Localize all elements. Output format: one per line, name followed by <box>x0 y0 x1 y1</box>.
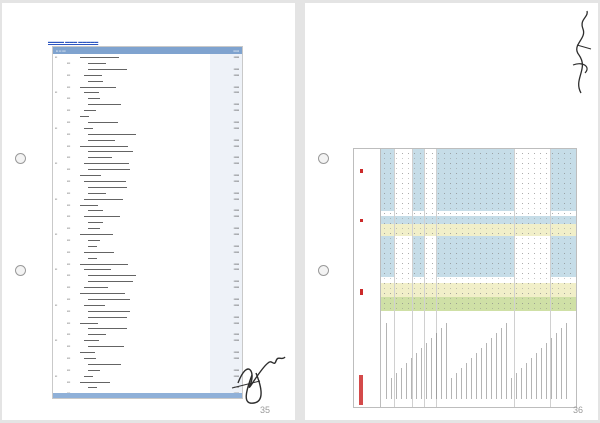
table-row: ▪▪▪ ▬▬▬▬▬▬▬▬▬▬▬▬ ▪▪▪▪▪ <box>67 84 239 89</box>
table-row: ▪▪▪ ▬▬▬▬▬▬▬▬▬▬ <box>67 379 110 384</box>
list-entry <box>491 338 492 399</box>
table-row: ▬▬▬▬▬▬▬▬▬▬▬▬▬ <box>88 326 127 331</box>
table-row: ▪▪▪ ▬▬▬▬▬▬▬▬▬▬▬▬▬▬ ▪▪▪▪▪ <box>67 178 239 183</box>
table-row: ▬▬▬ <box>88 255 97 260</box>
value-row <box>384 193 572 194</box>
list-entry <box>506 323 507 399</box>
table-row: ▬▬▬▬▬ <box>88 220 103 225</box>
value-row <box>384 283 572 284</box>
value-row <box>384 268 572 269</box>
value-row <box>384 273 572 274</box>
list-entry <box>541 348 542 399</box>
value-row <box>384 178 572 179</box>
table-row: ▪▪ ▬▬▬ ▪▪▪▪▪ <box>55 125 239 130</box>
list-entry <box>466 363 467 399</box>
table-row: ▪▪ ▬▬▬▬▬ ▪▪▪▪▪ <box>55 338 239 343</box>
table-row: ▪▪▪ ▬▬▬▬▬▬▬▬▬▬▬▬ ▪▪▪▪▪ <box>67 214 239 219</box>
table-row: ▬▬▬▬▬▬▬▬▬▬▬▬▬▬▬ <box>88 149 133 154</box>
table-row: ▬▬▬▬▬▬▬▬▬▬▬ ▪▪▪▪▪ <box>88 102 239 107</box>
value-row <box>384 293 572 294</box>
list-entry <box>461 368 462 399</box>
list-entry <box>481 348 482 399</box>
table-row: ▪▪▪ ▬▬▬▬▬▬ ▪▪▪▪▪ <box>67 320 239 325</box>
list-entry <box>426 343 427 399</box>
value-row <box>384 298 572 299</box>
table-row: ▪▪▪ ▬▬▬▬▬▬ ▪▪▪▪▪ <box>67 190 239 195</box>
value-row <box>384 183 572 184</box>
table-row: ▪▪▪ ▬▬▬▬ ▪▪▪▪▪ <box>67 108 239 113</box>
list-entry <box>501 328 502 399</box>
list-entry <box>391 378 392 399</box>
table-row: ▬▬▬▬▬▬▬▬▬▬▬▬▬ ▪▪▪▪▪ <box>88 314 239 319</box>
table-row: ▪▪▪ ▬▬▬▬▬▬▬▬▬▬▬▬▬▬▬▬ ▪▪▪▪▪ <box>67 261 239 266</box>
list-entry <box>421 348 422 399</box>
list-entry <box>566 323 567 399</box>
table-row: ▪▪▪ ▬▬▬▬▬▬ ▪▪▪▪▪ <box>67 72 239 77</box>
table-row: ▬▬▬▬▬▬▬ ▪▪▪▪▪ <box>80 173 239 177</box>
list-entry <box>451 378 452 399</box>
list-entry <box>436 333 437 399</box>
list-entry <box>441 328 442 399</box>
page-number: 35 <box>260 405 271 415</box>
table-row: ▬▬▬▬▬ ▪▪▪▪▪ <box>88 208 239 213</box>
value-row <box>384 223 572 224</box>
value-row <box>384 228 572 229</box>
table-row: ▬▬▬▬▬▬▬▬▬▬▬▬▬ ▪▪▪▪▪ <box>88 66 239 71</box>
value-row <box>384 278 572 279</box>
list-entry <box>561 328 562 399</box>
list-entry <box>496 333 497 399</box>
table-row: ▪▪▪ ▬▬▬▬▬▬▬▬ ▪▪▪▪▪ <box>67 155 239 160</box>
list-entry <box>521 368 522 399</box>
value-row <box>384 308 572 309</box>
punch-hole <box>15 153 26 164</box>
table-row: ▪▪▪ ▬▬▬▬ ▪▪▪▪▪ <box>67 367 239 372</box>
table-row: ▬▬▬▬▬▬▬▬▬▬▬▬▬▬▬ <box>80 291 125 295</box>
table-row: ▬▬▬▬▬▬▬▬▬▬▬▬▬▬▬ ▪▪▪▪▪ <box>88 279 239 284</box>
table-row: ▪▪ ▬▬▬ ▪▪▪▪▪ <box>55 373 239 378</box>
table-row: ▪▪▪ ▬▬▬▬▬▬▬▬▬▬▬▬▬▬ <box>67 308 130 313</box>
table-row: ▪▪ ▬▬▬▬▬▬▬ ▪▪▪▪▪ <box>55 302 239 307</box>
list-entry <box>396 373 397 399</box>
table-row: ▪▪▪ ▬▬▬▬▬▬▬▬▬▬▬▬▬▬▬▬ <box>67 131 136 136</box>
list-entry <box>516 373 517 399</box>
value-row <box>384 263 572 264</box>
value-row <box>384 218 572 219</box>
signature <box>230 343 290 413</box>
list-entry <box>431 338 432 399</box>
list-entry <box>411 358 412 399</box>
list-entry <box>446 323 447 399</box>
table-row: ▬▬▬▬▬▬▬▬▬▬▬ <box>88 361 121 366</box>
list-entry <box>526 363 527 399</box>
band-list <box>354 313 576 407</box>
table-row: ▬▬▬ ▪▪▪▪▪ <box>88 243 239 248</box>
value-row <box>384 258 572 259</box>
signature-initials <box>567 9 597 99</box>
list-entry <box>476 353 477 399</box>
table-row: ▬▬▬ ▪▪▪▪▪ <box>88 385 239 390</box>
value-row <box>384 173 572 174</box>
value-row <box>384 208 572 209</box>
value-row <box>384 188 572 189</box>
value-row <box>384 253 572 254</box>
value-row <box>384 163 572 164</box>
rotated-header-column <box>354 149 381 407</box>
list-entry <box>486 343 487 399</box>
table-row: ▬▬▬ <box>80 114 89 118</box>
total-row <box>53 393 242 398</box>
list-entry <box>401 368 402 399</box>
document-header-link[interactable]: ▬▬▬▬ ▬▬▬ ▬▬▬▬▬ <box>48 39 99 44</box>
value-row <box>384 168 572 169</box>
table-row: ▪▪▪ ▬▬▬▬▬▬▬▬ ▪▪▪▪▪ <box>67 285 239 290</box>
band-yellow-1 <box>354 224 576 236</box>
list-entry <box>471 358 472 399</box>
table-row: ▪▪ ▬▬▬▬▬▬▬▬▬▬▬▬▬▬▬ ▪▪▪▪▪ <box>55 161 239 166</box>
right-page <box>305 3 598 420</box>
table-header: ▪▪ ▪▪ ▪▪▪ ▪▪▪▪▪ <box>53 47 242 54</box>
value-row <box>384 213 572 214</box>
value-row <box>384 243 572 244</box>
value-row <box>384 153 572 154</box>
table-row: ▪▪▪ ▬▬▬▬▬▬▬▬▬▬▬▬ <box>67 344 124 349</box>
rotated-table <box>353 148 577 408</box>
value-row <box>384 158 572 159</box>
table-row: ▪▪ ▬▬▬▬▬▬▬▬▬ ▪▪▪▪▪ <box>55 267 239 272</box>
table-row: ▬▬▬▬▬▬▬▬▬▬▬▬▬ <box>88 184 127 189</box>
value-row <box>384 303 572 304</box>
band-yellow-2 <box>354 283 576 297</box>
table-row: ▪▪ ▬▬▬▬▬▬▬▬▬▬▬▬▬ ▪▪▪▪▪ <box>55 55 239 59</box>
value-row <box>384 288 572 289</box>
list-entry <box>551 338 552 399</box>
value-row <box>384 238 572 239</box>
punch-hole <box>318 265 329 276</box>
table-row: ▪▪▪ ▬▬▬▬ <box>67 237 100 242</box>
table-row: ▪▪▪ ▬▬▬▬▬▬▬▬▬▬▬▬▬▬ ▪▪▪▪▪ <box>67 296 239 301</box>
punch-hole <box>15 265 26 276</box>
table-row: ▬▬▬▬▬▬▬▬▬ ▪▪▪▪▪ <box>88 137 239 142</box>
list-entry <box>386 323 387 399</box>
table-row: ▪▪▪ ▬▬▬▬▬▬▬▬▬▬ ▪▪▪▪▪ <box>67 119 239 124</box>
list-entry <box>416 353 417 399</box>
table-row: ▪▪▪ ▬▬▬▬▬▬ ▪▪▪▪▪ <box>67 332 239 337</box>
list-entry <box>546 343 547 399</box>
list-entry <box>406 363 407 399</box>
left-page <box>2 3 295 420</box>
table-row: ▪▪▪ ▬▬▬▬ <box>67 96 100 101</box>
table-row: ▪▪▪ ▬▬▬▬▬▬▬▬▬▬▬▬▬▬▬▬ ▪▪▪▪▪ <box>67 143 239 148</box>
table-row: ▪▪▪ ▬▬▬▬▬▬▬▬▬▬▬▬▬▬▬▬ <box>67 273 136 278</box>
table-row: ▪▪▪ ▬▬▬▬▬▬▬▬▬▬ ▪▪▪▪▪ <box>67 249 239 254</box>
table-row: ▪▪▪ ▬▬▬▬▬▬ <box>67 60 106 65</box>
list-entry <box>511 378 512 399</box>
value-row <box>384 248 572 249</box>
table-row: ▪▪▪ ▬▬▬▬▬▬▬▬▬▬▬▬▬▬ <box>67 167 130 172</box>
list-entry <box>531 358 532 399</box>
table-row: ▪▪ ▬▬▬▬▬▬▬▬▬▬▬▬▬ ▪▪▪▪▪ <box>55 196 239 201</box>
list-entry <box>456 373 457 399</box>
table-row: ▬▬▬▬▬ ▪▪▪▪▪ <box>80 350 239 354</box>
table-row: ▪▪ ▬▬▬▬▬ ▪▪▪▪▪ <box>55 90 239 95</box>
budget-table <box>52 46 243 399</box>
table-row: ▬▬▬▬▬ <box>88 78 103 83</box>
list-entry <box>536 353 537 399</box>
table-row: ▪▪ ▬▬▬▬▬▬▬▬▬▬▬ ▪▪▪▪▪ <box>55 232 239 236</box>
list-entry <box>556 333 557 399</box>
value-row <box>384 198 572 199</box>
value-row <box>384 203 572 204</box>
table-row: ▪▪▪ ▬▬▬▬ ▪▪▪▪▪ <box>67 226 239 231</box>
table-row: ▪▪▪ ▬▬▬▬ ▪▪▪▪▪ <box>67 355 239 360</box>
page-number: 36 <box>573 405 584 415</box>
value-row <box>384 233 572 234</box>
table-row: ▪▪▪ ▬▬▬▬▬▬ <box>67 202 98 207</box>
punch-hole <box>318 153 329 164</box>
